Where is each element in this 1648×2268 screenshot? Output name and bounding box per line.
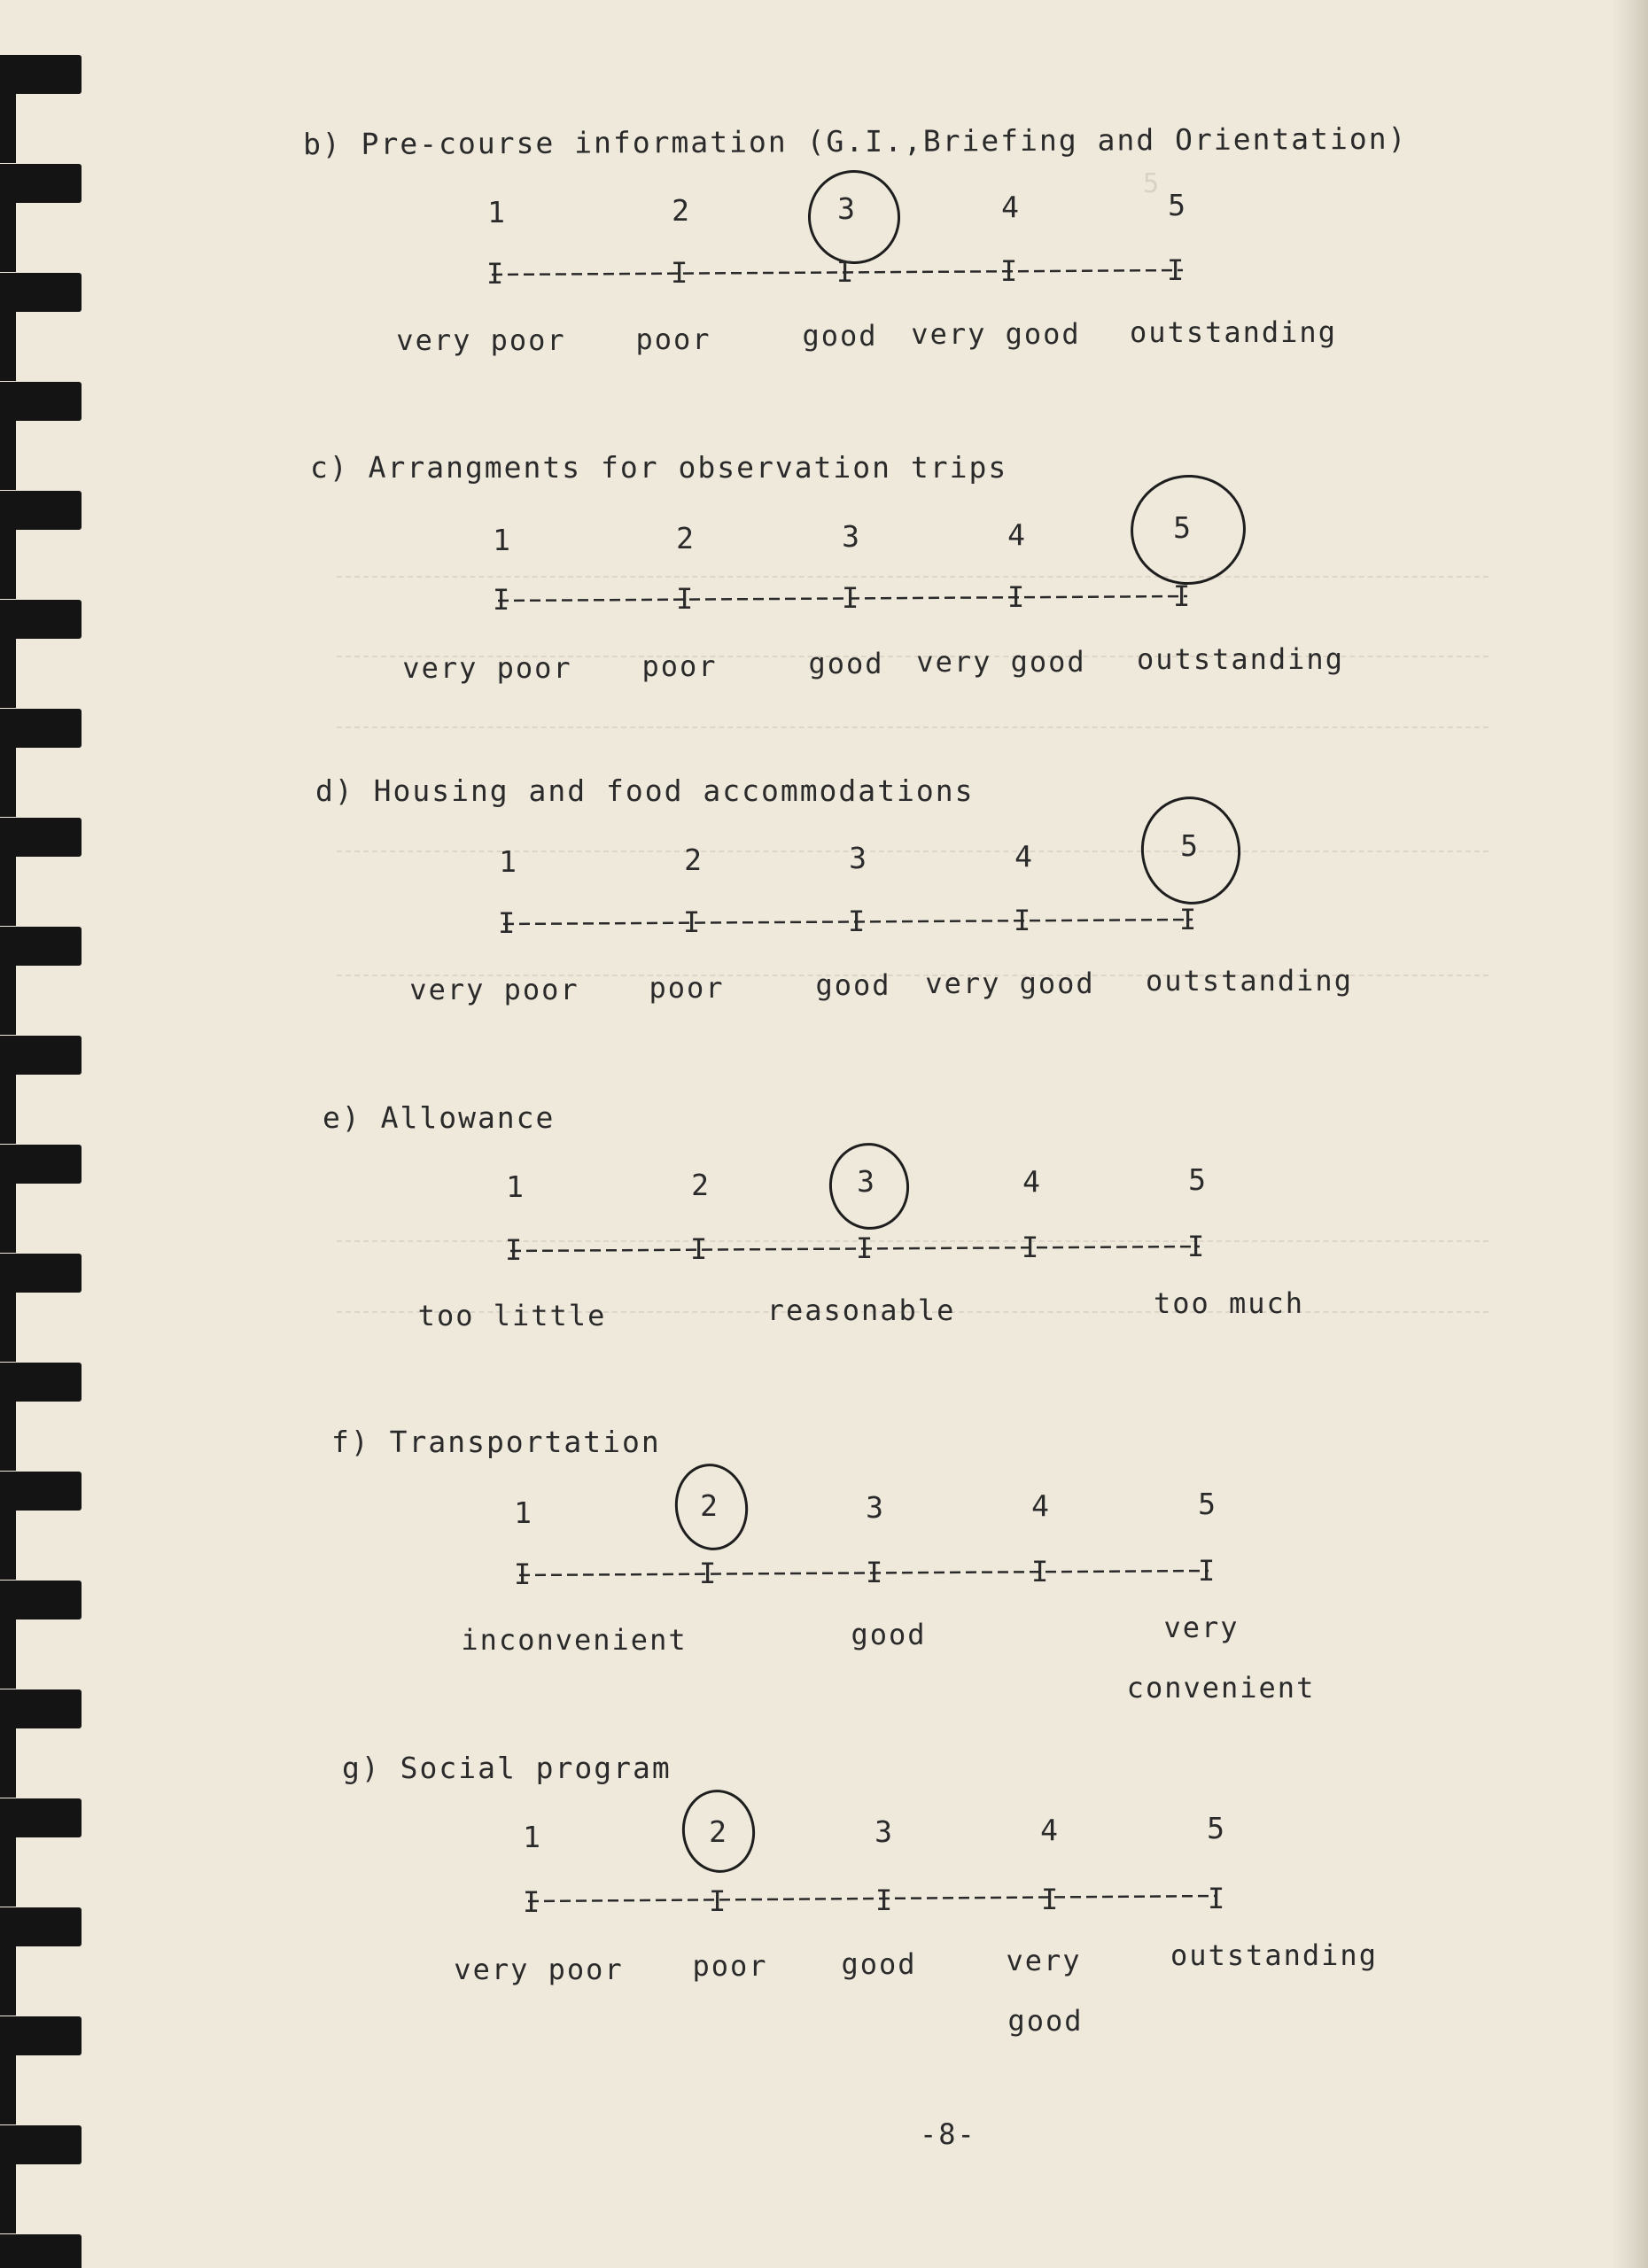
scale-number-3: 3 xyxy=(875,1814,892,1849)
scale-number-5: 5 xyxy=(1188,1162,1206,1197)
svg-text:I: I xyxy=(683,905,701,939)
selected-rating-circle xyxy=(1134,790,1248,911)
rating-scale-line xyxy=(0,903,1648,942)
scale-number-3: 3 xyxy=(857,1164,875,1199)
show-through-text: 5 xyxy=(1143,168,1162,199)
scale-label-outstanding: outstanding xyxy=(1170,1938,1378,1972)
scale-label-too-little: too little xyxy=(417,1299,607,1332)
question-title: g) Social program xyxy=(342,1751,672,1785)
scale-label-very-poor: very poor xyxy=(396,323,566,357)
scale-label-very-poor: very poor xyxy=(402,651,572,685)
svg-text:I: I xyxy=(493,583,510,617)
scale-label-good: good xyxy=(808,647,884,680)
page-number: -8- xyxy=(920,2117,976,2151)
selected-rating-circle xyxy=(677,1785,760,1877)
selected-rating-circle xyxy=(802,164,906,269)
scale-number-4: 4 xyxy=(1014,839,1032,874)
svg-text:I: I xyxy=(1031,1555,1049,1588)
svg-text:I: I xyxy=(671,256,688,290)
scale-number-1: 1 xyxy=(523,1820,540,1854)
scale-label-very-good: very good xyxy=(911,317,1081,351)
question-g xyxy=(0,1751,1648,2038)
binding-hole xyxy=(0,55,82,94)
scale-number-5: 5 xyxy=(1207,1811,1224,1845)
binding-hole xyxy=(0,2016,82,2055)
question-d xyxy=(0,773,1648,1039)
scale-label-poor: poor xyxy=(635,322,711,356)
svg-text:I: I xyxy=(848,905,866,938)
scale-number-2: 2 xyxy=(676,521,694,555)
scale-label-very-poor: very poor xyxy=(454,1953,624,1986)
scale-label-good: good xyxy=(815,968,891,1002)
scale-number-1: 1 xyxy=(514,1495,532,1530)
svg-text:I: I xyxy=(676,582,694,616)
scale-label-good: good xyxy=(802,319,878,353)
selected-rating-circle xyxy=(1123,468,1253,593)
selected-rating-circle xyxy=(670,1459,754,1555)
scale-number-4: 4 xyxy=(1001,190,1019,224)
selected-rating-circle xyxy=(824,1138,915,1235)
svg-text:I: I xyxy=(1187,1230,1205,1263)
scale-label-outstanding: outstanding xyxy=(1146,964,1353,998)
binding-hole xyxy=(0,1689,82,1728)
svg-text:I: I xyxy=(1041,1883,1059,1916)
scale-number-3: 3 xyxy=(849,841,867,875)
svg-text:I: I xyxy=(1198,1554,1216,1588)
scale-label-poor: poor xyxy=(641,649,718,683)
scale-number-2: 2 xyxy=(691,1168,709,1202)
rating-scale-line xyxy=(0,1230,1648,1269)
scale-number-3: 3 xyxy=(866,1490,883,1525)
svg-text:I: I xyxy=(709,1884,727,1918)
scale-number-2: 2 xyxy=(709,1814,727,1849)
svg-text:I: I xyxy=(1208,1882,1225,1915)
svg-text:I: I xyxy=(699,1557,717,1590)
scale-label-good: good xyxy=(841,1947,917,1981)
question-f xyxy=(0,1425,1648,1705)
scale-number-5: 5 xyxy=(1173,510,1191,545)
scale-label-poor: poor xyxy=(649,971,725,1005)
svg-text:I: I xyxy=(486,257,504,291)
binding-hole xyxy=(0,1363,82,1402)
scale-number-5: 5 xyxy=(1198,1487,1216,1521)
svg-text:I: I xyxy=(498,906,516,940)
scale-label-very-good: very good xyxy=(916,645,1086,679)
question-title: b) Pre-course information (G.I.,Briefing and Orientation) xyxy=(302,120,1408,162)
scale-number-1: 1 xyxy=(487,195,505,229)
svg-text:I: I xyxy=(1007,580,1025,614)
svg-text:I: I xyxy=(523,1885,540,1919)
question-title: e) Allowance xyxy=(323,1100,556,1135)
scale-label-outstanding: outstanding xyxy=(1130,315,1337,349)
question-c xyxy=(0,450,1648,716)
binding-hole xyxy=(0,1036,82,1075)
scale-label-very-good: very good xyxy=(925,967,1095,1000)
scale-number-5: 5 xyxy=(1180,828,1198,863)
rating-scale-line xyxy=(0,1554,1648,1593)
scale-number-4: 4 xyxy=(1031,1488,1049,1523)
scale-number-2: 2 xyxy=(684,843,702,877)
rating-scale-line xyxy=(0,579,1648,618)
scale-label-good: good xyxy=(851,1618,927,1651)
svg-text:I: I xyxy=(856,1231,874,1265)
scale-number-4: 4 xyxy=(1007,517,1025,552)
scale-number-1: 1 xyxy=(499,844,517,879)
question-title: d) Housing and food accommodations xyxy=(315,773,975,808)
question-b xyxy=(0,120,1648,390)
svg-text:I: I xyxy=(842,581,859,615)
scale-label-very: very xyxy=(1006,1944,1082,1977)
binding-hole xyxy=(0,2234,82,2268)
scale-number-4: 4 xyxy=(1022,1164,1040,1199)
svg-text:I: I xyxy=(690,1232,708,1266)
question-title: c) Arrangments for observation trips xyxy=(310,450,1008,485)
svg-text:I: I xyxy=(1022,1231,1039,1264)
question-title: f) Transportation xyxy=(331,1425,661,1459)
svg-text:I: I xyxy=(1167,253,1185,287)
scale-number-3: 3 xyxy=(842,519,859,554)
rating-scale-line xyxy=(0,253,1648,292)
scale-number-4: 4 xyxy=(1040,1813,1058,1847)
show-through-rule xyxy=(337,726,1489,728)
scale-number-2: 2 xyxy=(672,193,689,228)
scale-label-poor: poor xyxy=(692,1949,768,1983)
question-e xyxy=(0,1100,1648,1366)
svg-text:I: I xyxy=(1000,254,1018,288)
scale-label-good-second-line: good xyxy=(1007,2004,1084,2038)
scale-label-reasonable: reasonable xyxy=(766,1293,956,1327)
scale-number-2: 2 xyxy=(700,1488,718,1523)
scale-number-3: 3 xyxy=(837,191,855,226)
rating-scale-line xyxy=(0,1884,1648,1919)
scale-label-very-poor: very poor xyxy=(409,973,579,1006)
svg-text:I: I xyxy=(875,1884,893,1917)
scale-number-1: 1 xyxy=(506,1169,524,1204)
scale-label-too-much: too much xyxy=(1153,1286,1305,1320)
scale-number-5: 5 xyxy=(1168,188,1185,222)
svg-text:I: I xyxy=(1173,579,1191,613)
svg-text:I: I xyxy=(514,1557,532,1591)
svg-text:I: I xyxy=(1179,903,1197,936)
scale-label-convenient: convenient xyxy=(1126,1671,1316,1705)
svg-text:I: I xyxy=(866,1556,883,1589)
svg-text:I: I xyxy=(836,255,854,289)
scale-label-inconvenient: inconvenient xyxy=(461,1623,688,1657)
scale-number-1: 1 xyxy=(493,523,510,557)
binding-hole xyxy=(0,2125,82,2164)
scale-label-very: very xyxy=(1163,1611,1240,1644)
svg-text:I: I xyxy=(505,1233,523,1267)
scale-label-outstanding: outstanding xyxy=(1137,642,1344,676)
svg-text:I: I xyxy=(1014,904,1031,937)
